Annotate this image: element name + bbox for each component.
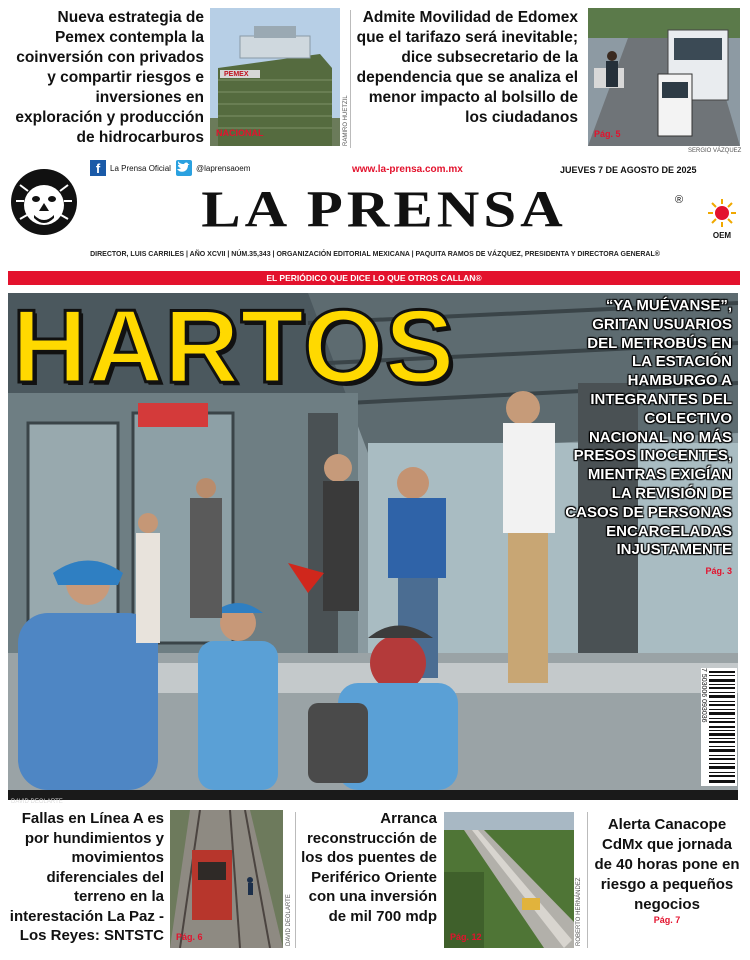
teaser-linea-a-photo[interactable] — [170, 810, 283, 948]
bottom-divider-1 — [295, 812, 296, 948]
teaser-periferico-photo[interactable] — [444, 812, 574, 948]
photo-credit-periferico: ROBERTO HERNÁNDEZ — [576, 877, 582, 946]
summary-line: MIENTRAS EXIGÍAN — [587, 466, 732, 484]
oem-logo — [704, 198, 740, 238]
summary-line: DEL METROBÚS EN — [587, 334, 732, 352]
summary-line: LA REVISIÓN DE — [611, 484, 732, 502]
barcode-number: 7 503006 093036 — [700, 668, 707, 723]
bottom-divider-2 — [587, 812, 588, 948]
sun-icon — [707, 198, 737, 228]
teaser-canacope[interactable] — [594, 815, 740, 925]
website-link[interactable]: www.la-prensa.com.mx — [352, 164, 463, 175]
summary-line: PRESOS INOCENTES, — [573, 447, 732, 465]
summary-line: GRITAN USUARIOS — [592, 315, 732, 333]
summary-line: HAMBURGO A — [627, 372, 732, 390]
oem-label: OEM — [712, 231, 732, 240]
slogan-bar: EL PERIÓDICO QUE DICE LO QUE OTROS CALLAN® — [8, 271, 740, 285]
facebook-icon: f — [90, 160, 106, 176]
summary-line: NACIONAL NO MÁS — [588, 428, 732, 446]
barcode — [701, 668, 737, 786]
main-story-page[interactable]: Pág. 3 — [705, 566, 732, 577]
teaser-edomex-headline[interactable]: Admite Movilidad de Edomex que el tarifazo será inevitable; dice subsecretario de la dependencia que se analiza el menor impacto al bolsillo de los ciudadanos — [356, 9, 578, 126]
teaser-periferico-headline[interactable]: Arranca reconstrucción de los dos puentes de Periférico Oriente con una inversión de mil 700 mdp — [301, 810, 437, 925]
teaser-canacope-headline: Alerta Canacope CdMx que jornada de 40 horas pone en riesgo a pequeños negocios — [594, 816, 740, 913]
summary-line: “YA MUÉVANSE”, — [605, 297, 732, 314]
teaser-linea-a-page[interactable]: Pág. 6 — [176, 932, 203, 942]
summary-line: LA ESTACIÓN — [632, 353, 732, 371]
pemex-sign: PEMEX — [224, 71, 249, 78]
summary-line: INJUSTAMENTE — [616, 541, 732, 559]
issue-date: JUEVES 7 DE AGOSTO DE 2025 — [560, 165, 697, 175]
staff-line: DIRECTOR, LUIS CARRILES | AÑO XCVII | NÚM.35,343 | ORGANIZACIÓN EDITORIAL MEXICANA | PAQUITA RAMOS DE VÁZQUEZ, PRESIDENTA Y DIRECTORA GENERAL® — [90, 251, 660, 258]
teaser-pemex-headline[interactable]: Nueva estrategia de Pemex contempla la coinversión con privados y compartir riesgos e inversiones en exploración y producción de hidrocarburos — [15, 9, 204, 146]
teaser-linea-a-headline[interactable]: Fallas en Línea A es por hundimientos y movimientos diferenciales del terreno en la interestación La Paz -Los Reyes: SNTSTC — [9, 810, 164, 944]
photo-credit-pemex: RAMIRO HUETZIL — [343, 95, 349, 146]
twitter-icon — [176, 160, 192, 176]
main-headline[interactable]: HARTOS — [12, 293, 456, 405]
twitter-link[interactable] — [176, 160, 250, 176]
summary-line: INTEGRANTES DEL — [590, 390, 732, 408]
masthead-title: LA PRENSA — [201, 180, 567, 239]
main-photo-credit-bar — [8, 790, 738, 805]
facebook-link[interactable] — [90, 160, 171, 176]
teaser-canacope-page[interactable]: Pág. 7 — [653, 915, 681, 925]
photo-credit-linea-a: DAVID DEOLARTE — [286, 894, 292, 946]
photo-credit-edomex: SERGIO VÁZQUEZ — [688, 148, 742, 154]
teaser-periferico-page[interactable]: Pág. 12 — [450, 932, 482, 942]
twitter-handle: @laprensaoem — [196, 163, 251, 173]
main-photo[interactable] — [8, 293, 738, 790]
summary-line: CASOS DE PERSONAS — [565, 503, 732, 521]
summary-line: ENCARCELADAS — [606, 522, 732, 540]
teaser-edomex-photo[interactable] — [588, 8, 740, 146]
teaser-edomex-page[interactable]: Pág. 5 — [594, 129, 621, 139]
main-story-summary[interactable] — [512, 297, 732, 581]
registered-mark: ® — [675, 194, 684, 206]
facebook-handle: La Prensa Oficial — [110, 163, 171, 173]
summary-line: COLECTIVO — [644, 409, 732, 427]
teaser-pemex-photo[interactable] — [210, 8, 340, 146]
main-photo-credit: DAVID DEOLARTE — [11, 799, 63, 805]
lion-logo — [10, 165, 78, 239]
top-divider — [350, 10, 351, 148]
section-label-nacional: NACIONAL — [216, 128, 264, 138]
